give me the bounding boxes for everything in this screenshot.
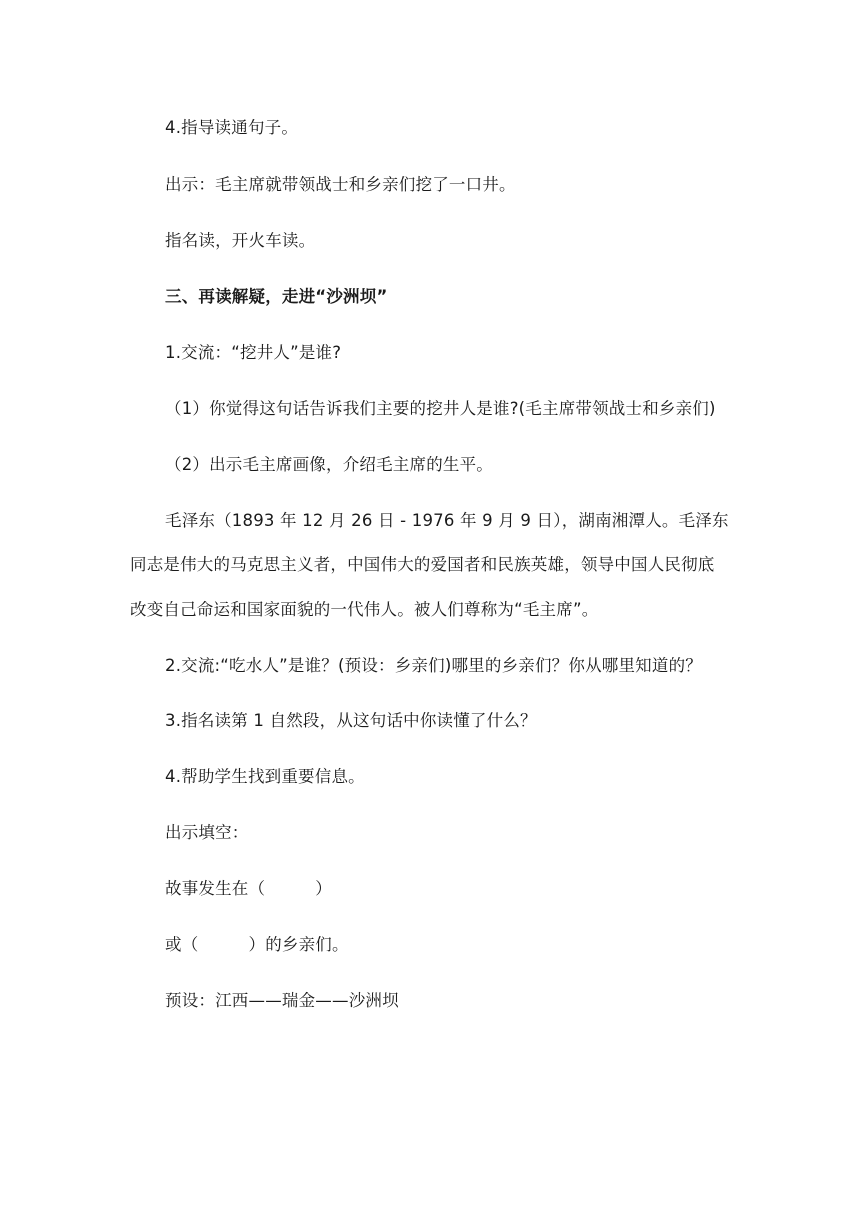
step-3-name-reading: 3.指名读第 1 自然段，从这句话中你读懂了什么？ [165, 711, 537, 730]
exchange-2: 2.交流:“吃水人”是谁？(预设：乡亲们)哪里的乡亲们？你从哪里知道的？ [165, 656, 702, 675]
fill-blank-1: 故事发生在（ ） [165, 879, 332, 898]
name-reading-instruction: 指名读，开火车读。 [165, 231, 316, 250]
biography-line-1: 毛泽东（1893 年 12 月 26 日 - 1976 年 9 月 9 日），湖南湘潭人。毛泽东 [165, 511, 729, 530]
section-heading-3: 三、再读解疑，走进“沙洲坝” [165, 287, 388, 306]
biography-line-2: 同志是伟大的马克思主义者，中国伟大的爱国者和民族英雄，领导中国人民彻底 [130, 555, 715, 574]
step-4-key-info: 4.帮助学生找到重要信息。 [165, 767, 365, 786]
question-1: （1）你觉得这句话告诉我们主要的挖井人是谁?(毛主席带领战士和乡亲们) [165, 399, 716, 418]
preset-answer: 预设：江西——瑞金——沙洲坝 [165, 991, 399, 1010]
fill-blank-prompt: 出示填空： [165, 823, 249, 842]
biography-line-3: 改变自己命运和国家面貌的一代伟人。被人们尊称为“毛主席”。 [130, 600, 599, 619]
fill-blank-2: 或（ ）的乡亲们。 [165, 935, 349, 954]
exchange-1: 1.交流：“挖井人”是谁? [165, 343, 342, 362]
show-sentence: 出示：毛主席就带领战士和乡亲们挖了一口井。 [165, 175, 516, 194]
step-4-guide-reading: 4.指导读通句子。 [165, 118, 299, 137]
question-2: （2）出示毛主席画像，介绍毛主席的生平。 [165, 455, 493, 474]
